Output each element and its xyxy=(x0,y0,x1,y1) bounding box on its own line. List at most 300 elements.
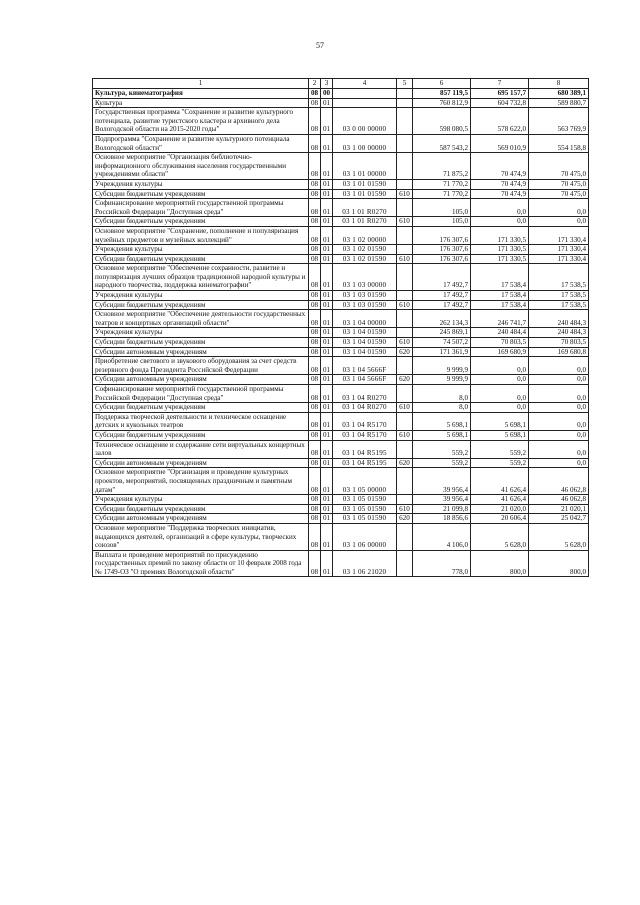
row-name-cell: Субсидии бюджетным учреждениям xyxy=(93,189,309,199)
amount-year3-cell: 0,0 xyxy=(529,199,589,217)
section-code-cell: 08 xyxy=(309,357,321,375)
section-code-cell: 08 xyxy=(309,550,321,577)
table-row xyxy=(93,179,589,189)
target-article-cell: 03 1 04 01590 xyxy=(333,328,397,338)
subsection-code-cell: 01 xyxy=(321,328,333,338)
target-article-cell: 03 1 05 00000 xyxy=(333,468,397,495)
table-row xyxy=(93,189,589,199)
section-code-cell: 08 xyxy=(309,108,321,135)
expense-type-cell xyxy=(397,385,413,403)
row-name-cell: Основное мероприятие "Сохранение, пополнение и популяризация музейных предметов и музейных коллекций" xyxy=(93,226,309,244)
row-name-cell: Поддержка творческой деятельности и техническое оснащение детских и кукольных театров xyxy=(93,412,309,430)
row-name-cell: Основное мероприятие "Организация и проведение культурных проектов, мероприятий, посвященных праздничным и памятным датам" xyxy=(93,468,309,495)
expense-type-cell: 610 xyxy=(397,338,413,348)
section-code-cell: 08 xyxy=(309,385,321,403)
table-row xyxy=(93,328,589,338)
expense-type-cell: 620 xyxy=(397,514,413,524)
amount-year1-cell: 71 770,2 xyxy=(413,189,471,199)
row-name-cell: Субсидии автономным учреждениям xyxy=(93,458,309,468)
target-article-cell xyxy=(333,98,397,108)
amount-year2-cell: 5 628,0 xyxy=(471,523,529,550)
amount-year1-cell: 71 770,2 xyxy=(413,179,471,189)
row-name-cell: Основное мероприятие "Обеспечение деятельности государственных театров и концертных организаций области" xyxy=(93,310,309,328)
row-name-cell: Учреждения культуры xyxy=(93,245,309,255)
section-code-cell: 08 xyxy=(309,458,321,468)
table-row xyxy=(93,357,589,375)
row-name-cell: Софинансирование мероприятий государственной программы Российской Федерации "Доступная среда" xyxy=(93,199,309,217)
target-article-cell: 03 1 01 R0270 xyxy=(333,199,397,217)
amount-year3-cell: 0,0 xyxy=(529,440,589,458)
amount-year2-cell: 0,0 xyxy=(471,357,529,375)
table-row xyxy=(93,310,589,328)
row-name-cell: Субсидии бюджетным учреждениям xyxy=(93,300,309,310)
subsection-code-cell: 01 xyxy=(321,108,333,135)
subsection-code-cell: 01 xyxy=(321,226,333,244)
header-cell: 5 xyxy=(397,79,413,89)
table-row xyxy=(93,226,589,244)
row-name-cell: Субсидии бюджетным учреждениям xyxy=(93,403,309,413)
target-article-cell: 03 1 02 00000 xyxy=(333,226,397,244)
section-code-cell: 08 xyxy=(309,430,321,440)
target-article-cell: 03 1 04 R5170 xyxy=(333,430,397,440)
table-header-row xyxy=(93,79,589,89)
expense-type-cell: 620 xyxy=(397,375,413,385)
expense-type-cell xyxy=(397,179,413,189)
expense-type-cell xyxy=(397,328,413,338)
amount-year3-cell: 171 330,4 xyxy=(529,254,589,264)
amount-year2-cell: 0,0 xyxy=(471,375,529,385)
amount-year1-cell: 598 080,5 xyxy=(413,108,471,135)
expense-type-cell: 610 xyxy=(397,403,413,413)
amount-year2-cell: 604 732,8 xyxy=(471,98,529,108)
expense-type-cell xyxy=(397,264,413,291)
subsection-code-cell: 01 xyxy=(321,412,333,430)
expense-type-cell xyxy=(397,495,413,505)
subsection-code-cell: 01 xyxy=(321,440,333,458)
table-row xyxy=(93,264,589,291)
target-article-cell: 03 0 00 00000 xyxy=(333,108,397,135)
section-code-cell: 08 xyxy=(309,495,321,505)
amount-year2-cell: 70 474,9 xyxy=(471,189,529,199)
expense-type-cell: 620 xyxy=(397,347,413,357)
target-article-cell: 03 1 01 00000 xyxy=(333,153,397,180)
header-cell: 8 xyxy=(529,79,589,89)
row-name-cell: Учреждения культуры xyxy=(93,291,309,301)
subsection-code-cell: 00 xyxy=(321,89,333,99)
subsection-code-cell: 01 xyxy=(321,550,333,577)
amount-year1-cell: 778,0 xyxy=(413,550,471,577)
row-name-cell: Приобретение светового и звукового оборудования за счет средств резервного фонда Президента Российской Федерации xyxy=(93,357,309,375)
table-row xyxy=(93,134,589,152)
amount-year2-cell: 17 538,4 xyxy=(471,300,529,310)
amount-year1-cell: 857 119,5 xyxy=(413,89,471,99)
subsection-code-cell: 01 xyxy=(321,385,333,403)
amount-year3-cell: 554 158,8 xyxy=(529,134,589,152)
section-code-cell: 08 xyxy=(309,514,321,524)
amount-year1-cell: 262 134,3 xyxy=(413,310,471,328)
amount-year2-cell: 171 330,5 xyxy=(471,226,529,244)
header-cell: 4 xyxy=(333,79,397,89)
amount-year1-cell: 176 307,6 xyxy=(413,254,471,264)
amount-year2-cell: 569 010,9 xyxy=(471,134,529,152)
amount-year1-cell: 21 099,8 xyxy=(413,504,471,514)
row-name-cell: Учреждения культуры xyxy=(93,179,309,189)
target-article-cell: 03 1 03 01590 xyxy=(333,291,397,301)
amount-year3-cell: 0,0 xyxy=(529,217,589,227)
header-cell: 1 xyxy=(93,79,309,89)
section-code-cell: 08 xyxy=(309,375,321,385)
subsection-code-cell: 01 xyxy=(321,468,333,495)
amount-year2-cell: 21 020,0 xyxy=(471,504,529,514)
amount-year1-cell: 17 492,7 xyxy=(413,300,471,310)
table-row xyxy=(93,199,589,217)
subsection-code-cell: 01 xyxy=(321,153,333,180)
subsection-code-cell: 01 xyxy=(321,254,333,264)
target-article-cell: 03 1 05 01590 xyxy=(333,504,397,514)
expense-type-cell xyxy=(397,98,413,108)
amount-year1-cell: 39 956,4 xyxy=(413,495,471,505)
expense-type-cell: 610 xyxy=(397,300,413,310)
amount-year1-cell: 587 543,2 xyxy=(413,134,471,152)
amount-year2-cell: 0,0 xyxy=(471,385,529,403)
amount-year2-cell: 17 538,4 xyxy=(471,264,529,291)
target-article-cell: 03 1 04 R0270 xyxy=(333,385,397,403)
subsection-code-cell: 01 xyxy=(321,217,333,227)
amount-year1-cell: 4 106,0 xyxy=(413,523,471,550)
expense-type-cell xyxy=(397,310,413,328)
section-code-cell: 08 xyxy=(309,310,321,328)
amount-year2-cell: 171 330,5 xyxy=(471,245,529,255)
amount-year1-cell: 105,0 xyxy=(413,199,471,217)
amount-year2-cell: 578 622,0 xyxy=(471,108,529,135)
subsection-code-cell: 01 xyxy=(321,357,333,375)
row-name-cell: Субсидии бюджетным учреждениям xyxy=(93,430,309,440)
amount-year3-cell: 5 628,0 xyxy=(529,523,589,550)
header-cell: 2 xyxy=(309,79,321,89)
amount-year3-cell: 169 680,8 xyxy=(529,347,589,357)
subsection-code-cell: 01 xyxy=(321,98,333,108)
target-article-cell: 03 1 03 01590 xyxy=(333,300,397,310)
amount-year2-cell: 559,2 xyxy=(471,440,529,458)
page-number: 57 xyxy=(316,41,324,50)
amount-year2-cell: 70 474,9 xyxy=(471,153,529,180)
expense-type-cell xyxy=(397,412,413,430)
amount-year3-cell: 171 330,4 xyxy=(529,245,589,255)
subsection-code-cell: 01 xyxy=(321,179,333,189)
amount-year2-cell: 171 330,5 xyxy=(471,254,529,264)
expense-type-cell xyxy=(397,245,413,255)
table-row xyxy=(93,385,589,403)
amount-year1-cell: 17 492,7 xyxy=(413,264,471,291)
amount-year1-cell: 176 307,6 xyxy=(413,245,471,255)
section-code-cell: 08 xyxy=(309,179,321,189)
target-article-cell: 03 1 04 01590 xyxy=(333,347,397,357)
table-row xyxy=(93,347,589,357)
amount-year1-cell: 71 875,2 xyxy=(413,153,471,180)
section-code-cell: 08 xyxy=(309,98,321,108)
expense-type-cell: 610 xyxy=(397,504,413,514)
row-name-cell: Учреждения культуры xyxy=(93,495,309,505)
section-code-cell: 08 xyxy=(309,504,321,514)
target-article-cell: 03 1 04 R5195 xyxy=(333,440,397,458)
row-name-cell: Культура xyxy=(93,98,309,108)
table-row xyxy=(93,217,589,227)
row-name-cell: Субсидии автономным учреждениям xyxy=(93,347,309,357)
amount-year3-cell: 21 020,1 xyxy=(529,504,589,514)
amount-year1-cell: 9 999,9 xyxy=(413,357,471,375)
section-code-cell: 08 xyxy=(309,338,321,348)
amount-year3-cell: 240 484,3 xyxy=(529,310,589,328)
section-code-cell: 08 xyxy=(309,412,321,430)
table-row xyxy=(93,403,589,413)
section-code-cell: 08 xyxy=(309,89,321,99)
expense-type-cell xyxy=(397,226,413,244)
table-row xyxy=(93,245,589,255)
target-article-cell: 03 1 04 R5195 xyxy=(333,458,397,468)
expense-type-cell: 620 xyxy=(397,458,413,468)
section-code-cell: 08 xyxy=(309,440,321,458)
row-name-cell: Основное мероприятие "Обеспечение сохранности, развитие и популяризация лучших образцов традиционной народной культуры и народного творчества, поддержка кинематографии" xyxy=(93,264,309,291)
subsection-code-cell: 01 xyxy=(321,199,333,217)
amount-year3-cell: 46 062,8 xyxy=(529,495,589,505)
subsection-code-cell: 01 xyxy=(321,245,333,255)
table-row xyxy=(93,338,589,348)
amount-year3-cell: 0,0 xyxy=(529,412,589,430)
row-name-cell: Государственная программа "Сохранение и развитие культурного потенциала, развитие туристского кластера и архивного дела Вологодской области на 2015-2020 годы" xyxy=(93,108,309,135)
row-name-cell: Культура, кинематография xyxy=(93,89,309,99)
amount-year3-cell: 240 484,3 xyxy=(529,328,589,338)
amount-year2-cell: 5 698,1 xyxy=(471,412,529,430)
amount-year1-cell: 176 307,6 xyxy=(413,226,471,244)
subsection-code-cell: 01 xyxy=(321,430,333,440)
amount-year1-cell: 18 856,6 xyxy=(413,514,471,524)
amount-year2-cell: 246 741,7 xyxy=(471,310,529,328)
expense-type-cell xyxy=(397,291,413,301)
header-cell: 3 xyxy=(321,79,333,89)
section-code-cell: 08 xyxy=(309,199,321,217)
table-row xyxy=(93,291,589,301)
subsection-code-cell: 01 xyxy=(321,403,333,413)
amount-year1-cell: 9 999,9 xyxy=(413,375,471,385)
target-article-cell: 03 1 04 01590 xyxy=(333,338,397,348)
amount-year3-cell: 70 475,0 xyxy=(529,179,589,189)
expense-type-cell: 610 xyxy=(397,189,413,199)
target-article-cell: 03 1 06 21020 xyxy=(333,550,397,577)
amount-year3-cell: 0,0 xyxy=(529,458,589,468)
amount-year2-cell: 70 474,9 xyxy=(471,179,529,189)
table-row xyxy=(93,375,589,385)
amount-year2-cell: 0,0 xyxy=(471,217,529,227)
table-row xyxy=(93,300,589,310)
table-row xyxy=(93,504,589,514)
amount-year2-cell: 559,2 xyxy=(471,458,529,468)
section-code-cell: 08 xyxy=(309,226,321,244)
expense-type-cell xyxy=(397,440,413,458)
header-cell: 7 xyxy=(471,79,529,89)
expense-type-cell xyxy=(397,108,413,135)
row-name-cell: Основное мероприятие "Организация библиотечно-информационного обслуживания населения государственными учреждениями области" xyxy=(93,153,309,180)
section-code-cell: 08 xyxy=(309,403,321,413)
row-name-cell: Подпрограмма "Сохранение и развитие культурного потенциала Вологодской области" xyxy=(93,134,309,152)
target-article-cell: 03 1 06 00000 xyxy=(333,523,397,550)
amount-year3-cell: 17 538,5 xyxy=(529,291,589,301)
amount-year3-cell: 171 330,4 xyxy=(529,226,589,244)
table-row xyxy=(93,153,589,180)
expense-type-cell xyxy=(397,134,413,152)
amount-year3-cell: 680 389,1 xyxy=(529,89,589,99)
amount-year2-cell: 41 626,4 xyxy=(471,468,529,495)
amount-year2-cell: 240 484,4 xyxy=(471,328,529,338)
row-name-cell: Субсидии бюджетным учреждениям xyxy=(93,217,309,227)
header-cell: 6 xyxy=(413,79,471,89)
target-article-cell: 03 1 01 R0270 xyxy=(333,217,397,227)
expense-type-cell xyxy=(397,468,413,495)
table-row xyxy=(93,468,589,495)
amount-year3-cell: 800,0 xyxy=(529,550,589,577)
row-name-cell: Субсидии бюджетным учреждениям xyxy=(93,254,309,264)
amount-year1-cell: 171 361,9 xyxy=(413,347,471,357)
target-article-cell: 03 1 03 00000 xyxy=(333,264,397,291)
amount-year3-cell: 589 880,7 xyxy=(529,98,589,108)
amount-year1-cell: 245 869,1 xyxy=(413,328,471,338)
section-code-cell: 08 xyxy=(309,245,321,255)
amount-year2-cell: 20 606,4 xyxy=(471,514,529,524)
expense-type-cell xyxy=(397,199,413,217)
row-name-cell: Субсидии автономным учреждениям xyxy=(93,514,309,524)
expense-type-cell xyxy=(397,153,413,180)
table-row xyxy=(93,550,589,577)
expense-type-cell: 610 xyxy=(397,430,413,440)
target-article-cell: 03 1 04 5666F xyxy=(333,357,397,375)
amount-year2-cell: 169 680,9 xyxy=(471,347,529,357)
target-article-cell: 03 1 00 00000 xyxy=(333,134,397,152)
row-name-cell: Субсидии автономным учреждениям xyxy=(93,375,309,385)
row-name-cell: Основное мероприятие "Поддержка творческих инициатив, выдающихся деятелей, организаций в сфере культуры, творческих союзов" xyxy=(93,523,309,550)
target-article-cell: 03 1 05 01590 xyxy=(333,495,397,505)
row-name-cell: Субсидии бюджетным учреждениям xyxy=(93,338,309,348)
subsection-code-cell: 01 xyxy=(321,458,333,468)
amount-year1-cell: 74 507,2 xyxy=(413,338,471,348)
amount-year3-cell: 70 475,0 xyxy=(529,153,589,180)
row-name-cell: Техническое оснащение и содержание сети виртуальных концертных залов xyxy=(93,440,309,458)
amount-year2-cell: 0,0 xyxy=(471,403,529,413)
subsection-code-cell: 01 xyxy=(321,347,333,357)
section-code-cell: 08 xyxy=(309,264,321,291)
expense-type-cell: 610 xyxy=(397,217,413,227)
target-article-cell: 03 1 04 R0270 xyxy=(333,403,397,413)
amount-year1-cell: 559,2 xyxy=(413,440,471,458)
amount-year3-cell: 70 475,0 xyxy=(529,189,589,199)
target-article-cell: 03 1 02 01590 xyxy=(333,254,397,264)
amount-year3-cell: 0,0 xyxy=(529,430,589,440)
target-article-cell: 03 1 02 01590 xyxy=(333,245,397,255)
table-row xyxy=(93,514,589,524)
section-code-cell: 08 xyxy=(309,254,321,264)
target-article-cell xyxy=(333,89,397,99)
subsection-code-cell: 01 xyxy=(321,134,333,152)
row-name-cell: Софинансирование мероприятий государственной программы Российской Федерации "Доступная среда" xyxy=(93,385,309,403)
amount-year3-cell: 0,0 xyxy=(529,385,589,403)
amount-year3-cell: 70 803,5 xyxy=(529,338,589,348)
row-name-cell: Выплата и проведение мероприятий по присуждению государственных премий по закону области от 10 февраля 2008 года № 1749-ОЗ "О премиях Вологодской области" xyxy=(93,550,309,577)
amount-year2-cell: 695 157,7 xyxy=(471,89,529,99)
table-row xyxy=(93,430,589,440)
amount-year1-cell: 5 698,1 xyxy=(413,412,471,430)
amount-year3-cell: 0,0 xyxy=(529,403,589,413)
amount-year1-cell: 105,0 xyxy=(413,217,471,227)
expense-type-cell xyxy=(397,523,413,550)
table-row xyxy=(93,98,589,108)
subsection-code-cell: 01 xyxy=(321,189,333,199)
amount-year3-cell: 17 538,5 xyxy=(529,264,589,291)
section-code-cell: 08 xyxy=(309,134,321,152)
amount-year1-cell: 8,0 xyxy=(413,403,471,413)
subsection-code-cell: 01 xyxy=(321,264,333,291)
amount-year2-cell: 41 626,4 xyxy=(471,495,529,505)
expense-type-cell: 610 xyxy=(397,254,413,264)
amount-year1-cell: 17 492,7 xyxy=(413,291,471,301)
expense-type-cell xyxy=(397,550,413,577)
table-row xyxy=(93,412,589,430)
section-code-cell: 08 xyxy=(309,300,321,310)
amount-year2-cell: 800,0 xyxy=(471,550,529,577)
section-code-cell: 08 xyxy=(309,328,321,338)
subsection-code-cell: 01 xyxy=(321,504,333,514)
row-name-cell: Учреждения культуры xyxy=(93,328,309,338)
budget-table xyxy=(92,78,589,577)
expense-type-cell xyxy=(397,89,413,99)
table-row xyxy=(93,495,589,505)
subsection-code-cell: 01 xyxy=(321,375,333,385)
target-article-cell: 03 1 04 R5170 xyxy=(333,412,397,430)
amount-year2-cell: 0,0 xyxy=(471,199,529,217)
subsection-code-cell: 01 xyxy=(321,291,333,301)
amount-year2-cell: 70 803,5 xyxy=(471,338,529,348)
table-row xyxy=(93,254,589,264)
section-code-cell: 08 xyxy=(309,291,321,301)
section-code-cell: 08 xyxy=(309,189,321,199)
amount-year3-cell: 46 062,8 xyxy=(529,468,589,495)
table-row xyxy=(93,440,589,458)
row-name-cell: Субсидии бюджетным учреждениям xyxy=(93,504,309,514)
amount-year3-cell: 0,0 xyxy=(529,357,589,375)
amount-year3-cell: 563 769,9 xyxy=(529,108,589,135)
amount-year1-cell: 39 956,4 xyxy=(413,468,471,495)
table-row xyxy=(93,89,589,99)
amount-year1-cell: 559,2 xyxy=(413,458,471,468)
target-article-cell: 03 1 04 00000 xyxy=(333,310,397,328)
amount-year1-cell: 760 812,9 xyxy=(413,98,471,108)
section-code-cell: 08 xyxy=(309,523,321,550)
table-row xyxy=(93,108,589,135)
section-code-cell: 08 xyxy=(309,468,321,495)
expense-type-cell xyxy=(397,357,413,375)
table-row xyxy=(93,523,589,550)
section-code-cell: 08 xyxy=(309,217,321,227)
section-code-cell: 08 xyxy=(309,153,321,180)
target-article-cell: 03 1 05 01590 xyxy=(333,514,397,524)
subsection-code-cell: 01 xyxy=(321,300,333,310)
amount-year2-cell: 17 538,4 xyxy=(471,291,529,301)
amount-year3-cell: 0,0 xyxy=(529,375,589,385)
target-article-cell: 03 1 04 5666F xyxy=(333,375,397,385)
subsection-code-cell: 01 xyxy=(321,523,333,550)
section-code-cell: 08 xyxy=(309,347,321,357)
subsection-code-cell: 01 xyxy=(321,495,333,505)
target-article-cell: 03 1 01 01590 xyxy=(333,179,397,189)
amount-year1-cell: 5 698,1 xyxy=(413,430,471,440)
amount-year2-cell: 5 698,1 xyxy=(471,430,529,440)
